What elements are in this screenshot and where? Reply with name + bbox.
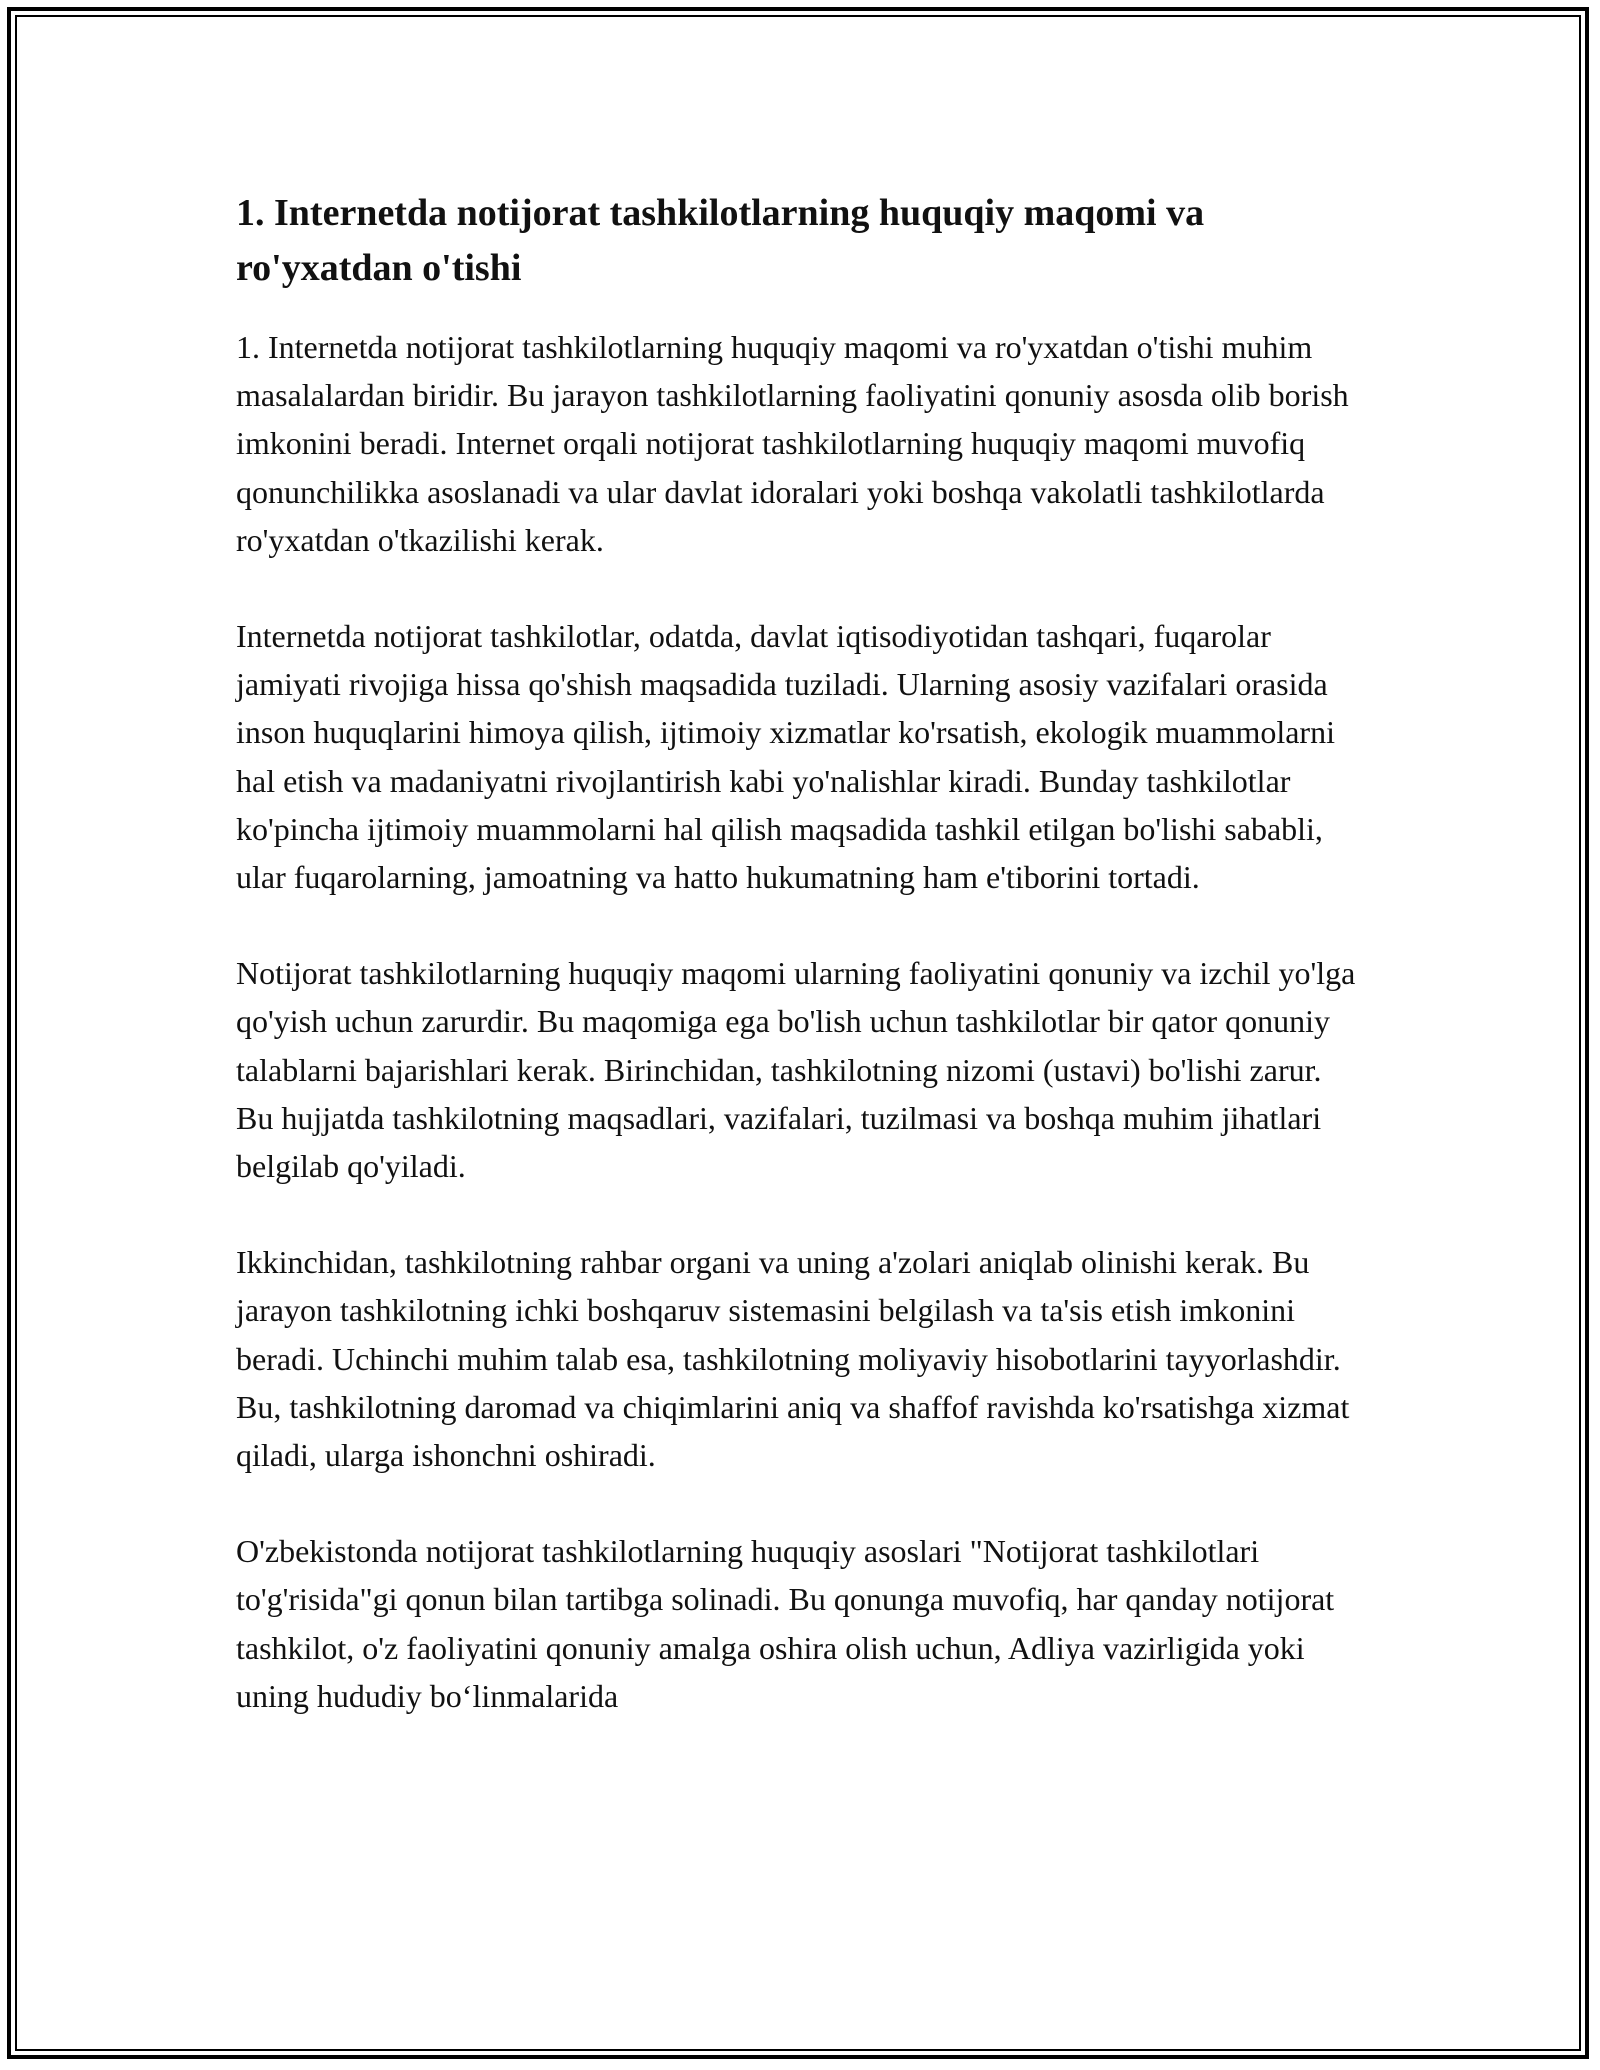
paragraph-5: O'zbekistonda notijorat tashkilotlarning huquqiy asoslari "Notijorat tashkilotlari to'g'risida"gi qonun bilan tartibga solinadi. Bu qonunga muvofiq, har qanday notijorat tashkilot, o'z faoliyatini qonuniy amalga oshira olish uchun, Adliya vazirligida yoki uning hududiy bo‘linmalarida xyxy=(236,1533,1335,1714)
section-heading: 1. Internetda notijorat tashkilotlarning huquqiy maqomi va ro'yxatdan o'tishi xyxy=(236,192,1205,289)
document-body xyxy=(236,186,1366,1720)
paragraph-4: Ikkinchidan, tashkilotning rahbar organi va uning a'zolari aniqlab olinishi kerak. Bu jarayon tashkilotning ichki boshqaruv sistemasini belgilash va ta'sis etish imkonini beradi. Uchinchi muhim talab esa, tashkilotning moliyaviy hisobotlarini tayyorlashdir. Bu, tashkilotning daromad va chiqimlarini aniq va shaffof ravishda ko'rsatishga xizmat qiladi, ularga ishonchni oshiradi. xyxy=(236,1244,1350,1474)
paragraph-2: Internetda notijorat tashkilotlar, odatda, davlat iqtisodiyotidan tashqari, fuqarolar jamiyati rivojiga hissa qo'shish maqsadida tuziladi. Ularning asosiy vazifalari orasida inson huquqlarini himoya qilish, ijtimoiy xizmatlar ko'rsatish, ekologik muammolarni hal etish va madaniyatni rivojlantirish kabi yo'nalishlar kiradi. Bunday tashkilotlar ko'pincha ijtimoiy muammolarni hal qilish maqsadida tashkil etilgan bo'lishi sababli, ular fuqarolarning, jamoatning va hatto hukumatning ham e'tiborini tortadi. xyxy=(236,618,1335,896)
paragraph-1: 1. Internetda notijorat tashkilotlarning huquqiy maqomi va ro'yxatdan o'tishi muhim masalalardan biridir. Bu jarayon tashkilotlarning faoliyatini qonuniy asosda olib borish imkonini beradi. Internet orqali notijorat tashkilotlarning huquqiy maqomi muvofiq qonunchilikka asoslanadi va ular davlat idoralari yoki boshqa vakolatli tashkilotlarda ro'yxatdan o'tkazilishi kerak. xyxy=(236,329,1349,558)
paragraph-3: Notijorat tashkilotlarning huquqiy maqomi ularning faoliyatini qonuniy va izchil yo'lga qo'yish uchun zarurdir. Bu maqomiga ega bo'lish uchun tashkilotlar bir qator qonuniy talablarni bajarishlari kerak. Birinchidan, tashkilotning nizomi (ustavi) bo'lishi zarur. Bu hujjatda tashkilotning maqsadlari, vazifalari, tuzilmasi va boshqa muhim jihatlari belgilab qo'yiladi. xyxy=(236,955,1356,1185)
